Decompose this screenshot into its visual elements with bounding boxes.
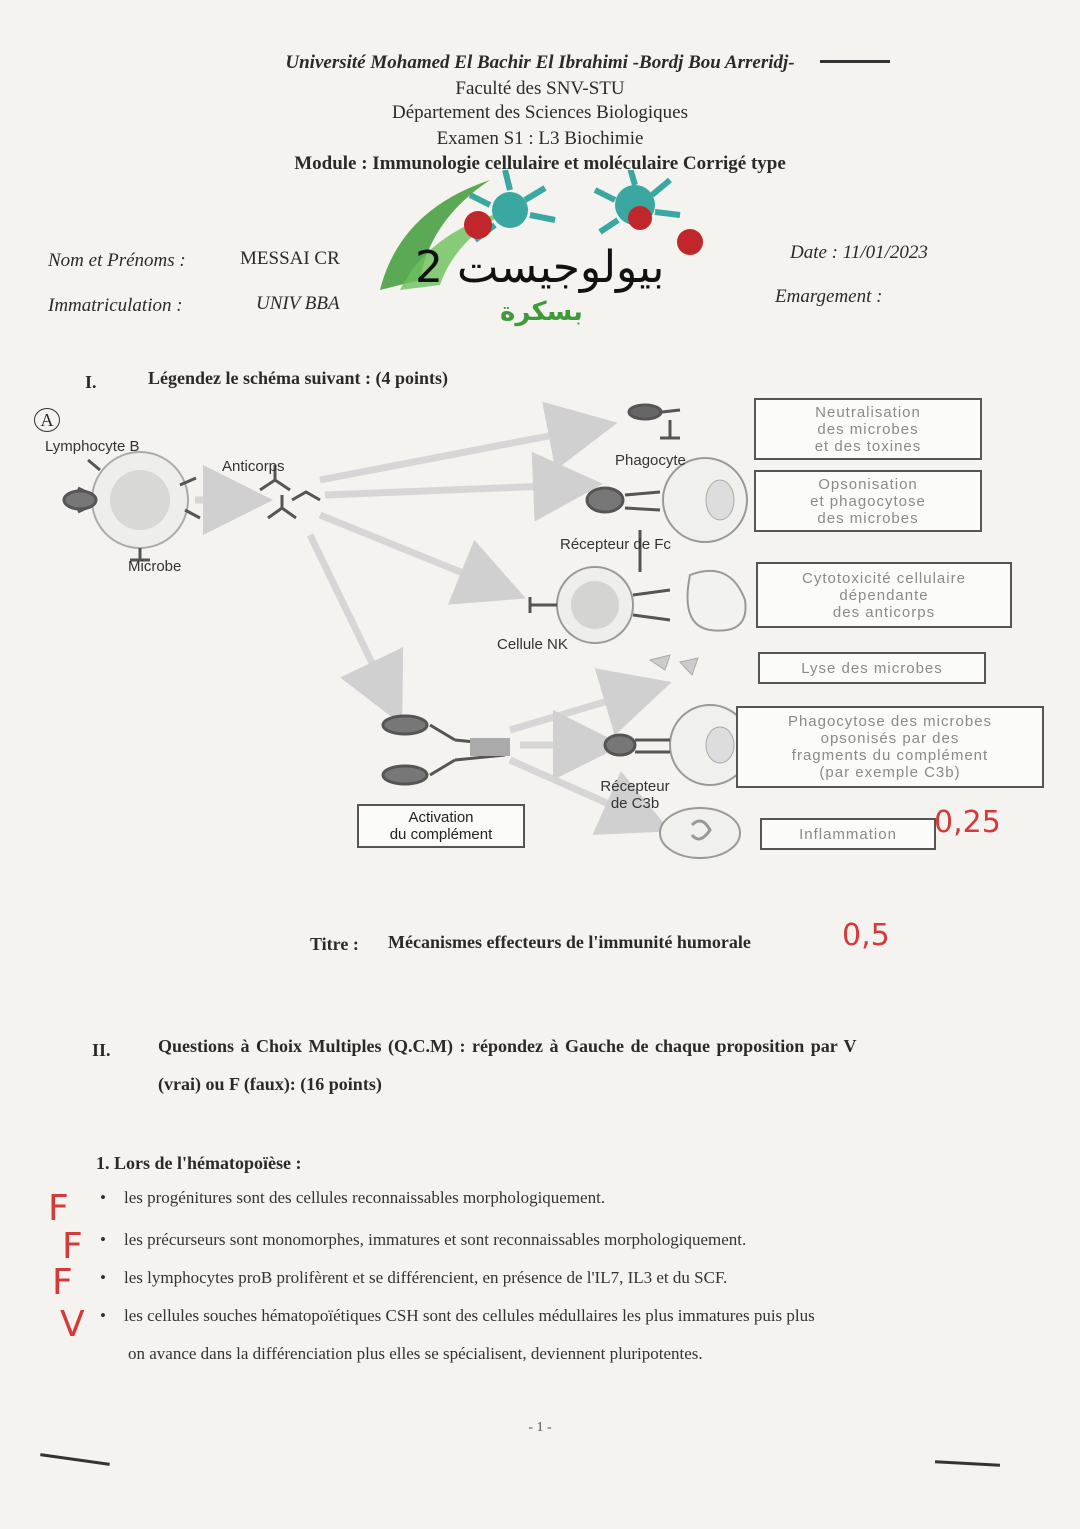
answer-mark-4: V (60, 1304, 85, 1345)
svg-text:بيولوجيست 2: بيولوجيست 2 (415, 242, 665, 293)
score-mark-title: 0,5 (842, 918, 890, 953)
section1-title: Légendez le schéma suivant : (4 points) (148, 368, 448, 388)
name-label: Nom et Prénoms : (48, 250, 186, 271)
date-label: Date : 11/01/2023 (790, 242, 928, 263)
qcm-item-2: • les précurseurs sont monomorphes, immatures et sont reconnaissables morphologiquement. (100, 1230, 747, 1249)
box-inflammation: Inflammation (760, 818, 936, 850)
answer-mark-2: F (62, 1226, 83, 1267)
box-adcc: Cytotoxicité cellulaire dépendante des anticorps (756, 562, 1012, 628)
answer-mark-1: F (48, 1188, 69, 1229)
label-anticorps: Anticorps (222, 458, 285, 475)
qcm-item-1: • les progénitures sont des cellules reconnaissables morphologiquement. (100, 1188, 606, 1207)
qcm-item-3: • les lymphocytes proB prolifèrent et se différencient, en présence de l'IL7, IL3 et du SCF. (100, 1268, 728, 1287)
label-recepteur-c3b: Récepteur de C3b (600, 778, 670, 812)
section1-number: I. (85, 372, 97, 392)
label-microbe: Microbe (128, 558, 182, 575)
label-cellule-nk: Cellule NK (497, 636, 568, 653)
titre-value: Mécanismes effecteurs de l'immunité humorale (388, 932, 751, 952)
section2-number: II. (92, 1040, 111, 1060)
emargement-label: Emargement : (775, 286, 883, 307)
label-phagocyte: Phagocyte (615, 452, 686, 469)
box-opsonisation: Opsonisation et phagocytose des microbes (754, 470, 982, 532)
score-mark-schema: 0,25 (934, 805, 1001, 840)
section2-title-line1: Questions à Choix Multiples (Q.C.M) : répondez à Gauche de chaque proposition par V (158, 1036, 857, 1056)
pen-stroke-bottom-right (935, 1460, 1000, 1466)
answer-mark-3: F (52, 1262, 73, 1303)
box-activation-complement: Activation du complément (357, 804, 525, 848)
diagram-humoral-immunity (30, 400, 1030, 880)
immatriculation-label: Immatriculation : (48, 295, 183, 316)
box-neutralisation: Neutralisation des microbes et des toxines (754, 398, 982, 460)
titre-label: Titre : (310, 934, 359, 954)
pen-stroke-bottom-left (40, 1453, 110, 1466)
department: Département des Sciences Biologiques (391, 102, 688, 123)
qcm-item-4: • les cellules souches hématopoïétiques CSH sont des cellules médullaires les plus immatures puis plus (100, 1306, 815, 1325)
pen-stroke-top (820, 60, 890, 63)
immatriculation-value: UNIV BBA (256, 293, 340, 314)
page-number: - 1 - (528, 1420, 552, 1435)
label-lymphocyte-b: Lymphocyte B (45, 438, 140, 455)
svg-text:بسكرة: بسكرة (500, 297, 583, 327)
watermark-logo (360, 170, 730, 330)
panel-letter: A (34, 408, 60, 432)
name-value: MESSAI CR (240, 248, 340, 269)
question-1-title: 1. Lors de l'hématopoïèse : (96, 1153, 302, 1173)
section2-title-line2: (vrai) ou F (faux): (16 points) (158, 1074, 382, 1094)
label-recepteur-fc: Récepteur de Fc (560, 536, 671, 553)
box-phagocytose-c3b: Phagocytose des microbes opsonisés par des fragments du complément (par exemple C3b) (736, 706, 1044, 788)
qcm-item-4-continued: on avance dans la différenciation plus elles se spécialisent, deviennent pluripotentes. (128, 1344, 703, 1363)
faculty: Faculté des SNV-STU (455, 78, 625, 99)
module-title: Module : Immunologie cellulaire et moléculaire Corrigé type (294, 153, 786, 174)
box-lyse-microbes: Lyse des microbes (758, 652, 986, 684)
university-name: Université Mohamed El Bachir El Ibrahimi -Bordj Bou Arreridj- (285, 52, 795, 73)
exam-title: Examen S1 : L3 Biochimie (436, 128, 644, 149)
